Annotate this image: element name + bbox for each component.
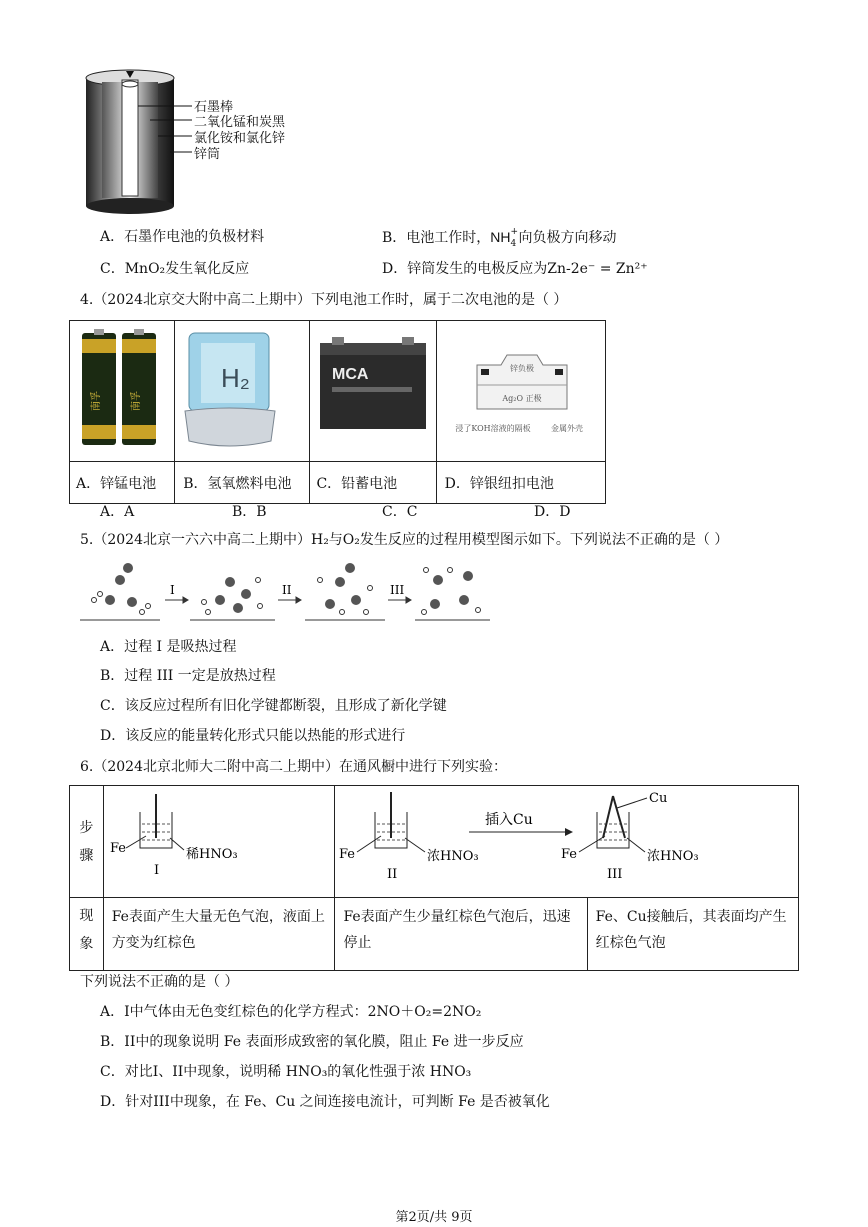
exp2-exp3-graphic bbox=[335, 786, 785, 886]
q5-option-b[interactable]: B．过程 III 一定是放热过程 bbox=[100, 668, 276, 684]
q3-option-b[interactable]: B．电池工作时，NH + 4 向负极方向移动 bbox=[382, 227, 617, 249]
q6-exp1-cell bbox=[103, 786, 335, 898]
q6-phenomenon-3: Fe、Cu接触后，其表面均产生红棕色气泡 bbox=[587, 898, 798, 971]
q6-row-header-phenomena: 现象 bbox=[70, 898, 104, 971]
q4-label-c: C．铅蓄电池 bbox=[310, 462, 436, 504]
svg-text:I: I bbox=[170, 583, 175, 597]
q4-answer-a[interactable]: A．A bbox=[100, 504, 135, 520]
q6-option-b[interactable]: B．II中的现象说明 Fe 表面形成致密的氧化膜，阻止 Fe 进一步反应 bbox=[100, 1034, 524, 1050]
q4-image-c-cell bbox=[310, 321, 436, 462]
zinc-silver-button-cell-image bbox=[437, 321, 605, 457]
q5-option-a[interactable]: A．过程 I 是吸热过程 bbox=[100, 639, 237, 655]
zinc-manganese-battery-image bbox=[70, 321, 174, 457]
battery-label-graphite: 石墨棒 bbox=[194, 100, 234, 115]
q4-table bbox=[69, 320, 606, 504]
svg-text:浓HNO₃: 浓HNO₃ bbox=[647, 849, 700, 864]
svg-text:Fe: Fe bbox=[109, 841, 126, 856]
q5-option-c[interactable]: C．该反应过程所有旧化学键都断裂，且形成了新化学键 bbox=[100, 698, 447, 714]
q3-option-c[interactable]: C．MnO₂发生氧化反应 bbox=[100, 261, 250, 277]
q6-option-a[interactable]: A．I中气体由无色变红棕色的化学方程式：2NO＋O₂=2NO₂ bbox=[100, 1004, 482, 1020]
svg-text:H₂: H₂ bbox=[221, 363, 251, 393]
svg-text:Fe: Fe bbox=[339, 847, 356, 862]
q6-question: 下列说法不正确的是（ ） bbox=[80, 974, 239, 990]
svg-text:Ag₂O 正极: Ag₂O 正极 bbox=[502, 394, 542, 403]
q4-image-a-cell bbox=[70, 321, 175, 462]
exp1-beaker-graphic bbox=[104, 786, 314, 886]
battery-label-mno2: 二氧化锰和炭黑 bbox=[194, 115, 286, 130]
svg-text:MCA: MCA bbox=[332, 366, 369, 383]
svg-text:III: III bbox=[390, 583, 405, 597]
svg-text:锌负极: 锌负极 bbox=[509, 364, 534, 373]
battery-label-zinc: 锌筒 bbox=[194, 147, 221, 162]
svg-text:稀HNO₃: 稀HNO₃ bbox=[185, 847, 238, 862]
q6-phenomenon-2: Fe表面产生少量红棕色气泡后，迅速停止 bbox=[335, 898, 587, 971]
battery-label-nh4cl: 氯化铵和氯化锌 bbox=[194, 131, 286, 146]
svg-text:I: I bbox=[153, 863, 159, 878]
battery-diagram bbox=[80, 68, 310, 218]
hydrogen-fuel-cell-image bbox=[175, 321, 309, 457]
q6-table bbox=[69, 785, 799, 971]
q6-row-header-steps: 步骤 bbox=[70, 786, 104, 898]
q4-image-d-cell bbox=[436, 321, 605, 462]
svg-text:插入Cu: 插入Cu bbox=[485, 812, 534, 828]
q4-stem: 4.（2024北京交大附中高二上期中）下列电池工作时，属于二次电池的是（ ） bbox=[80, 292, 568, 308]
svg-text:金属外壳: 金属外壳 bbox=[550, 424, 583, 433]
q4-answer-c[interactable]: C．C bbox=[382, 504, 418, 520]
q4-image-b-cell bbox=[175, 321, 310, 462]
q4-answer-d[interactable]: D．D bbox=[534, 504, 571, 520]
q4-answer-b[interactable]: B．B bbox=[232, 504, 267, 520]
svg-text:南孚: 南孚 bbox=[91, 391, 102, 411]
reaction-model-graphic bbox=[80, 560, 500, 630]
svg-text:Fe: Fe bbox=[561, 847, 578, 862]
svg-text:II: II bbox=[282, 583, 292, 597]
q6-phenomenon-1: Fe表面产生大量无色气泡，液面上方变为红棕色 bbox=[103, 898, 335, 971]
q6-exp23-cell bbox=[335, 786, 799, 898]
q6-option-c[interactable]: C．对比I、II中现象，说明稀 HNO₃的氧化性强于浓 HNO₃ bbox=[100, 1064, 472, 1080]
q3-option-a[interactable]: A．石墨作电池的负极材料 bbox=[100, 229, 265, 245]
svg-text:Cu: Cu bbox=[649, 791, 668, 806]
svg-text:浸了KOH溶液的隔板: 浸了KOH溶液的隔板 bbox=[455, 424, 531, 433]
q4-label-d: D．锌银纽扣电池 bbox=[436, 462, 605, 504]
svg-text:浓HNO₃: 浓HNO₃ bbox=[427, 849, 480, 864]
lead-acid-battery-image bbox=[310, 321, 435, 457]
svg-text:III: III bbox=[607, 867, 623, 882]
q4-label-a: A．锌锰电池 bbox=[70, 462, 175, 504]
q4-label-b: B．氢氧燃料电池 bbox=[175, 462, 310, 504]
q5-reaction-model bbox=[80, 560, 500, 630]
page-footer: 第2页/共 9页 bbox=[395, 1210, 473, 1225]
q5-stem: 5.（2024北京一六六中高二上期中）H₂与O₂发生反应的过程用模型图示如下。下列说法不正确的是（ ） bbox=[80, 532, 729, 548]
q6-option-d[interactable]: D．针对III中现象，在 Fe、Cu 之间连接电流计，可判断 Fe 是否被氧化 bbox=[100, 1094, 550, 1110]
q3-option-d[interactable]: D．锌筒发生的电极反应为Zn-2e⁻ = Zn²⁺ bbox=[382, 261, 648, 277]
q6-stem: 6.（2024北京北师大二附中高二上期中）在通风橱中进行下列实验： bbox=[80, 759, 507, 775]
svg-text:南孚: 南孚 bbox=[131, 391, 142, 411]
q5-option-d[interactable]: D．该反应的能量转化形式只能以热能的形式进行 bbox=[100, 728, 406, 744]
svg-text:II: II bbox=[387, 867, 398, 882]
